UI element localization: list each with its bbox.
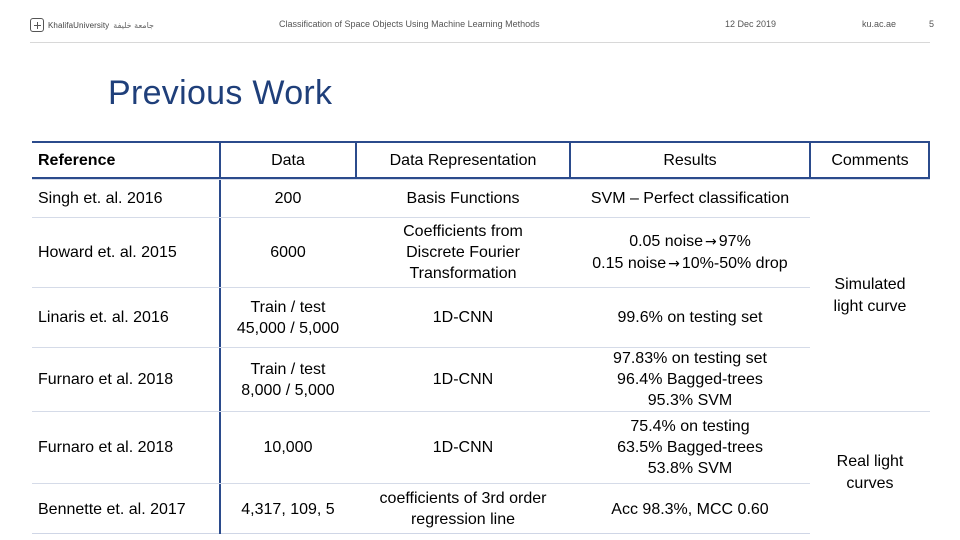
column-divider [355, 143, 357, 177]
column-divider [219, 484, 221, 534]
comments-line: Simulated [834, 275, 906, 293]
header-presentation-title: Classification of Space Objects Using Machine Learning Methods [279, 19, 540, 29]
comments-cell-simulated [810, 179, 930, 411]
column-header-comments: Comments [831, 151, 909, 169]
column-divider [809, 143, 811, 177]
representation-line: coefficients of 3rd order [379, 490, 547, 507]
data-cell: 200 [274, 190, 302, 207]
column-divider [569, 143, 571, 177]
column-divider [219, 180, 221, 217]
logo-emblem-icon [30, 18, 44, 32]
results-line: 96.4% Bagged-trees [617, 371, 763, 388]
results-cell: Acc 98.3%, MCC 0.60 [611, 500, 769, 518]
results-line: 95.3% SVM [647, 392, 733, 409]
university-logo [30, 16, 180, 34]
reference-cell: Singh et. al. 2016 [38, 190, 163, 207]
representation-cell: 1D-CNN [432, 439, 494, 456]
header-website: ku.ac.ae [862, 19, 897, 29]
results-line [592, 253, 787, 275]
column-header-data: Data [271, 151, 305, 169]
reference-cell: Furnaro et al. 2018 [38, 371, 174, 388]
representation-line: regression line [410, 511, 516, 528]
results-cell [570, 218, 810, 287]
representation-cell: 1D-CNN [432, 371, 494, 388]
results-cell [570, 348, 810, 411]
results-text: 0.15 noise [592, 254, 667, 272]
slide-header [0, 0, 960, 46]
results-cell: SVM – Perfect classification [590, 190, 790, 207]
slide-title: Previous Work [108, 74, 333, 112]
logo-text-en: KhalifaUniversity [48, 20, 110, 30]
representation-line: Transformation [409, 265, 517, 282]
representation-line: Coefficients from [403, 223, 523, 240]
page-number: 5 [929, 19, 935, 29]
column-divider [219, 412, 221, 483]
data-cell: 6000 [270, 244, 306, 261]
table-row [32, 483, 930, 534]
reference-cell: Bennette et. al. 2017 [38, 500, 186, 518]
data-cell: 4,317, 109, 5 [241, 500, 335, 518]
reference-cell: Furnaro et al. 2018 [38, 439, 174, 456]
results-cell: 99.6% on testing set [617, 309, 763, 326]
comments-cell-real [810, 411, 930, 534]
arrow-right-icon: → [705, 233, 717, 250]
column-divider [219, 143, 221, 177]
results-text: 97% [718, 232, 751, 250]
data-line: Train / test [250, 360, 326, 378]
results-line: 53.8% SVM [647, 460, 733, 477]
comments-line: curves [846, 475, 894, 492]
column-divider [928, 143, 930, 177]
column-divider [219, 348, 221, 411]
data-cell [220, 348, 356, 411]
header-date: 12 Dec 2019 [725, 19, 777, 29]
data-line: Train / test [250, 298, 326, 316]
comments-line: Real light [836, 453, 904, 470]
representation-cell: Basis Functions [406, 190, 520, 207]
comments-line: light curve [833, 297, 907, 315]
data-line: 8,000 / 5,000 [241, 381, 335, 399]
data-cell: 10,000 [263, 439, 313, 456]
data-cell [220, 288, 356, 347]
table-row [32, 287, 930, 347]
reference-cell: Howard et. al. 2015 [38, 244, 177, 261]
column-divider [219, 218, 221, 287]
results-line [592, 231, 787, 253]
column-header-reference: Reference [38, 151, 116, 169]
results-line: 63.5% Bagged-trees [617, 439, 763, 456]
results-text: 10%-50% drop [681, 254, 788, 272]
arrow-right-icon: → [668, 255, 680, 272]
results-line: 75.4% on testing [630, 418, 750, 435]
table-row [32, 411, 930, 483]
representation-line: Discrete Fourier [406, 244, 520, 261]
representation-cell [356, 218, 570, 287]
table-row [32, 217, 930, 287]
reference-cell: Linaris et. al. 2016 [38, 309, 169, 326]
column-divider [219, 288, 221, 347]
table-row [32, 347, 930, 411]
results-text: 0.05 noise [629, 232, 704, 250]
data-line: 45,000 / 5,000 [236, 319, 340, 337]
header-divider [30, 42, 930, 43]
column-header-data-representation: Data Representation [389, 151, 537, 169]
column-header-results: Results [663, 151, 717, 169]
results-line: 97.83% on testing set [613, 350, 767, 367]
representation-cell: 1D-CNN [432, 309, 494, 326]
representation-cell [356, 484, 570, 534]
logo-text-ar: جامعة خليفة [113, 20, 154, 30]
previous-work-table [32, 141, 930, 534]
table-header-row [32, 141, 930, 179]
table-row [32, 179, 930, 217]
results-cell [570, 412, 810, 483]
